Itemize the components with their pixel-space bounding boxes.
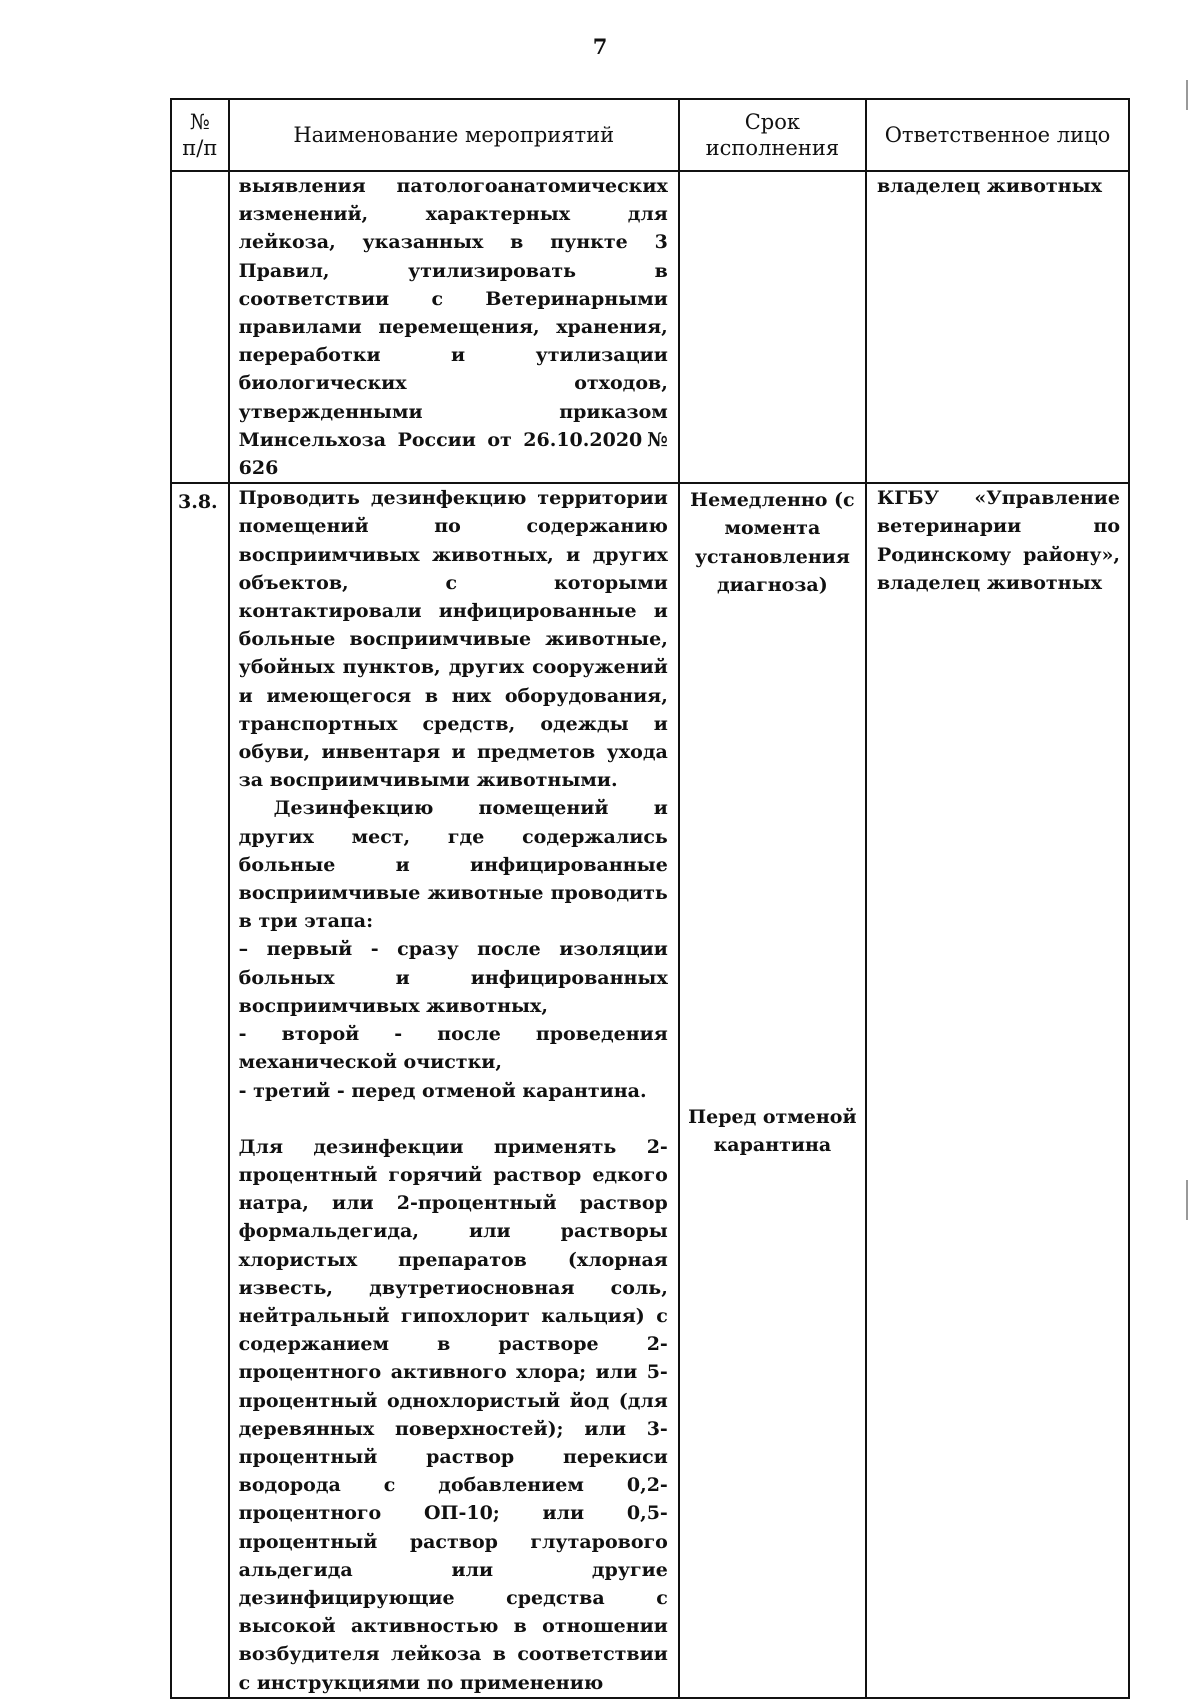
term-spacer — [686, 599, 859, 1103]
row-number: 3.8. — [171, 483, 229, 1698]
row-number — [171, 171, 229, 483]
row-measure-text — [229, 483, 679, 1698]
header-responsible: Ответственное лицо — [866, 99, 1129, 171]
measure-paragraph: выявления патологоанатомических изменений, характерных для лейкоза, указанных в пункте 3 Правил, утилизировать в соответствии с Ветеринарными правилами перемещения, хранения, переработки и утилизации биологических отходов, утвержденными приказом Минсельхоза России от 26.10.2020№ 626 — [238, 175, 668, 480]
table-header-row — [171, 99, 1129, 171]
table-row — [171, 483, 1129, 1698]
measure-paragraph: Проводить дезинфекцию территории помещений по содержанию восприимчивых животных, и других объектов, с которыми контактировали инфицированные и больные восприимчивые животные, убойных пунктов, других сооружений и имеющегося в них оборудования, транспортных средств, одежды и обуви, инвентаря и предметов ухода за восприимчивыми животными. — [238, 487, 668, 792]
row-term — [679, 171, 866, 483]
measure-paragraph: - третий - перед отменой карантина. — [238, 1079, 647, 1102]
measure-paragraph: – первый - сразу после изоляции больных и инфицированных восприимчивых животных, — [238, 938, 668, 1017]
row-measure-text — [229, 171, 679, 483]
page-number: 7 — [592, 34, 608, 59]
table-row — [171, 171, 1129, 483]
scan-margin-mark — [1186, 1180, 1188, 1220]
term-text: Немедленно (с момента установления диагноза) — [690, 489, 855, 596]
header-term: Срок исполнения — [679, 99, 866, 171]
row-term — [679, 483, 866, 1698]
measure-paragraph: - второй - после проведения механической очистки, — [238, 1023, 668, 1074]
row-responsible: КГБУ «Управление ветеринарии по Родинскому району», владелец животных — [866, 483, 1129, 1698]
measure-paragraph: Для дезинфекции применять 2-процентный горячий раствор едкого натра, или 2-процентный раствор формальдегида, или растворы хлористых препаратов (хлорная известь, двутретиосновная соль, нейтральный гипохлорит кальция) с содержанием в растворе 2-процентного активного хлора; или 5-процентный однохлористый йод (для деревянных поверхностей); или 3-процентный раствор перекиси водорода с добавлением 0,2-процентного ОП-10; или 0,5-процентный раствор глутарового альдегида или другие дезинфицирующие средства с высокой активностью в отношении возбудителя лейкоза в соответствии с инструкциями по применению — [238, 1135, 668, 1694]
measures-table — [170, 98, 1130, 1699]
term-text-second: Перед отменой карантина — [688, 1106, 857, 1157]
scan-margin-mark — [1186, 80, 1188, 110]
header-name: Наименование мероприятий — [229, 99, 679, 171]
row-responsible: владелец животных — [866, 171, 1129, 483]
header-num: № п/п — [171, 99, 229, 171]
measure-paragraph: Дезинфекцию помещений и других мест, где содержались больные и инфицированные восприимчивые животные проводить в три этапа: — [238, 797, 668, 933]
